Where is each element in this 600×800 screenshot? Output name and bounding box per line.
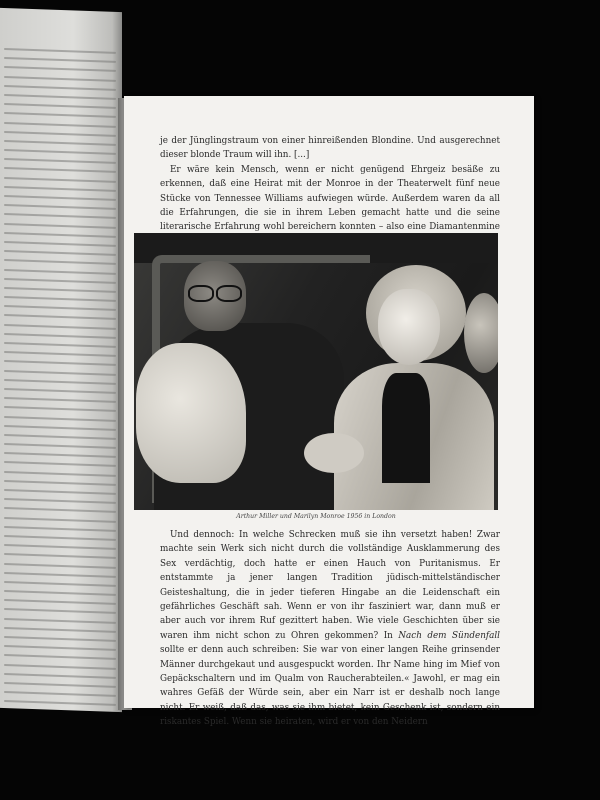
bottom-paragraph — [160, 528, 500, 730]
bottom-text — [160, 528, 500, 730]
photo — [134, 233, 498, 510]
top-text — [160, 134, 500, 249]
book-title: Nach dem Sündenfall — [398, 630, 500, 641]
left-page-text-lines — [4, 48, 116, 712]
right-page — [124, 96, 534, 728]
left-page — [0, 8, 122, 712]
top-paragraph-2: Er wäre kein Mensch, wenn er nicht genügend Ehrgeiz besäße zu erkennen, daß eine Heirat mit der Monroe in der Theaterwelt fünf neue Stücke von Tennessee Williams aufwiegen würde. Außerdem waren da all die Erfahrungen, die sie in ihrem Leben gemacht hatte und die seine literarische Erfahrung wohl bereichern konnten – also eine Diamantenmine — [160, 164, 500, 233]
photo-caption: Arthur Miller und Marilyn Monroe 1956 in London — [236, 513, 396, 520]
top-paragraph-1: je der Jünglingstraum von einer hinreißenden Blondine. Und ausgerechnet dieser blonde Traum will ihn. [...] — [160, 136, 500, 161]
bottom-text-before-title: Und dennoch: In welche Schrecken muß sie ihn versetzt haben! Zwar machte sein Werk sich nicht durch die vollständige Ausklammerung des Sex verdächtig, doch hatte er einen Hauch von Puritanismus. Er entstammte ja jener langen Tradition jüdisch-mittelständischer Geisteshaltung, die in jeder tieferen Hingabe an die Leidenschaft ein gefährliches Geschäft sah. Wenn er von ihr fasziniert war, dann muß er aber auch vor ihrem Ruf gezittert haben. Wie viele Geschichten über sie waren ihm nicht schon zu Ohren gekommen? In — [160, 530, 500, 641]
bottom-text-after-title: sollte er denn auch schreiben: Sie war von einer langen Reihe grinsender Männer durchgekaut und ausgespuckt worden. Ihr Name hing im Mief von Gepäckschaltern und im Qualm von Raucherabteilen.« Jawohl, er mag ein wahres Gefäß der Würde sein, aber ein Narr ist er deshalb noch lange nicht. Er weiß, daß das, was sie ihm bietet, kein Geschenk ist, sondern ein riskantes Spiel. Wenn sie heiraten, wird er von den Neidern — [160, 645, 500, 728]
